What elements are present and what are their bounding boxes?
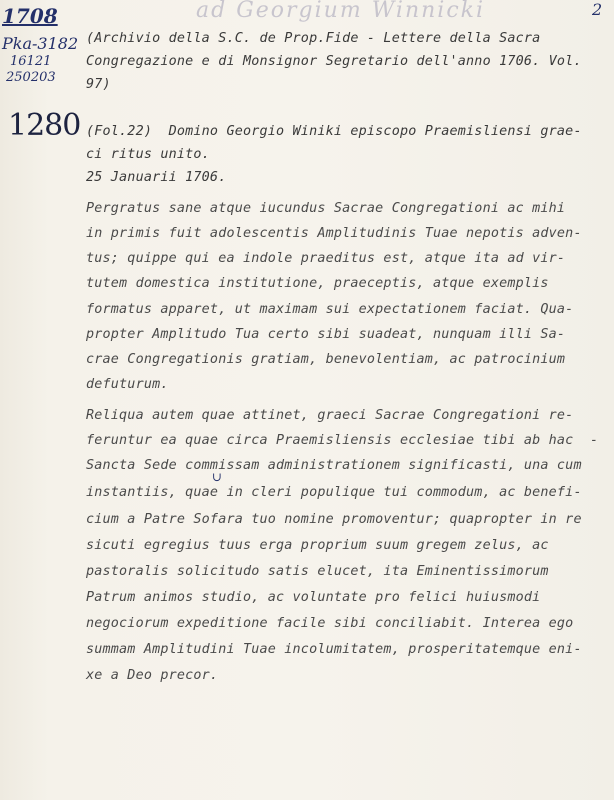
body-line: Patrum animos studio, ac voluntate pro felici huiusmodi	[86, 590, 541, 605]
body-line: cium a Patre Sofara tuo nomine promoventur; quapropter in re	[86, 512, 582, 527]
body-line: formatus apparet, ut maximam sui expectationem faciat. Qua-	[86, 302, 574, 317]
body-line: Reliqua autem quae attinet, graeci Sacrae Congregationi re-	[86, 408, 574, 423]
body-line: xe a Deo precor.	[86, 668, 219, 683]
body-line: crae Congregationis gratiam, benevolentiam, ac patrocinium	[86, 352, 566, 367]
header-line: (Archivio della S.C. de Prop.Fide - Lettere della Sacra	[86, 31, 541, 46]
correction-mark: ∪	[212, 470, 223, 484]
body-line: summam Amplitudini Tuae incolumitatem, prosperitatemque eni-	[86, 642, 582, 657]
body-line: instantiis, quae in cleri populique tui commodum, ac benefi-	[86, 485, 582, 500]
folio-line: ci ritus unito.	[86, 147, 210, 162]
body-line: pastoralis solicitudo satis elucet, ita Eminentissimorum	[86, 564, 549, 579]
letter-date: 25 Januarii 1706.	[86, 170, 227, 185]
faint-header-note: ad Georgium Winnicki	[196, 0, 486, 23]
page-number: 2	[592, 0, 603, 19]
margin-ref-3: 250203	[6, 70, 56, 85]
body-line: sicuti egregius tuus erga proprium suum gregem zelus, ac	[86, 538, 549, 553]
margin-large-number: 1280	[8, 108, 81, 143]
body-line: tus; quippe qui ea indole praeditus est, atque ita ad vir-	[86, 251, 566, 266]
body-line: propter Amplitudo Tua certo sibi suadeat, nunquam illi Sa-	[86, 327, 566, 342]
margin-ref-2: 16121	[10, 54, 52, 69]
body-line: negociorum expeditione facile sibi conciliabit. Interea ego	[86, 616, 574, 631]
body-line: tutem domestica institutione, praeceptis, atque exemplis	[86, 276, 549, 291]
header-line: 97)	[86, 77, 111, 92]
body-line: feruntur ea quae circa Praemisliensis ecclesiae tibi ab hac -	[86, 433, 599, 448]
margin-year: 1708	[2, 4, 58, 28]
body-line: Sancta Sede commissam administrationem significasti, una cum	[86, 458, 582, 473]
body-line: Pergratus sane atque iucundus Sacrae Congregationi ac mihi	[86, 201, 566, 216]
margin-archive-ref: Pka-3182	[2, 34, 79, 53]
header-line: Congregazione e di Monsignor Segretario dell'anno 1706. Vol.	[86, 54, 582, 69]
folio-line: (Fol.22) Domino Georgio Winiki episcopo Praemisliensi grae-	[86, 124, 582, 139]
body-line: in primis fuit adolescentis Amplitudinis Tuae nepotis adven-	[86, 226, 582, 241]
body-line: defuturum.	[86, 377, 169, 392]
